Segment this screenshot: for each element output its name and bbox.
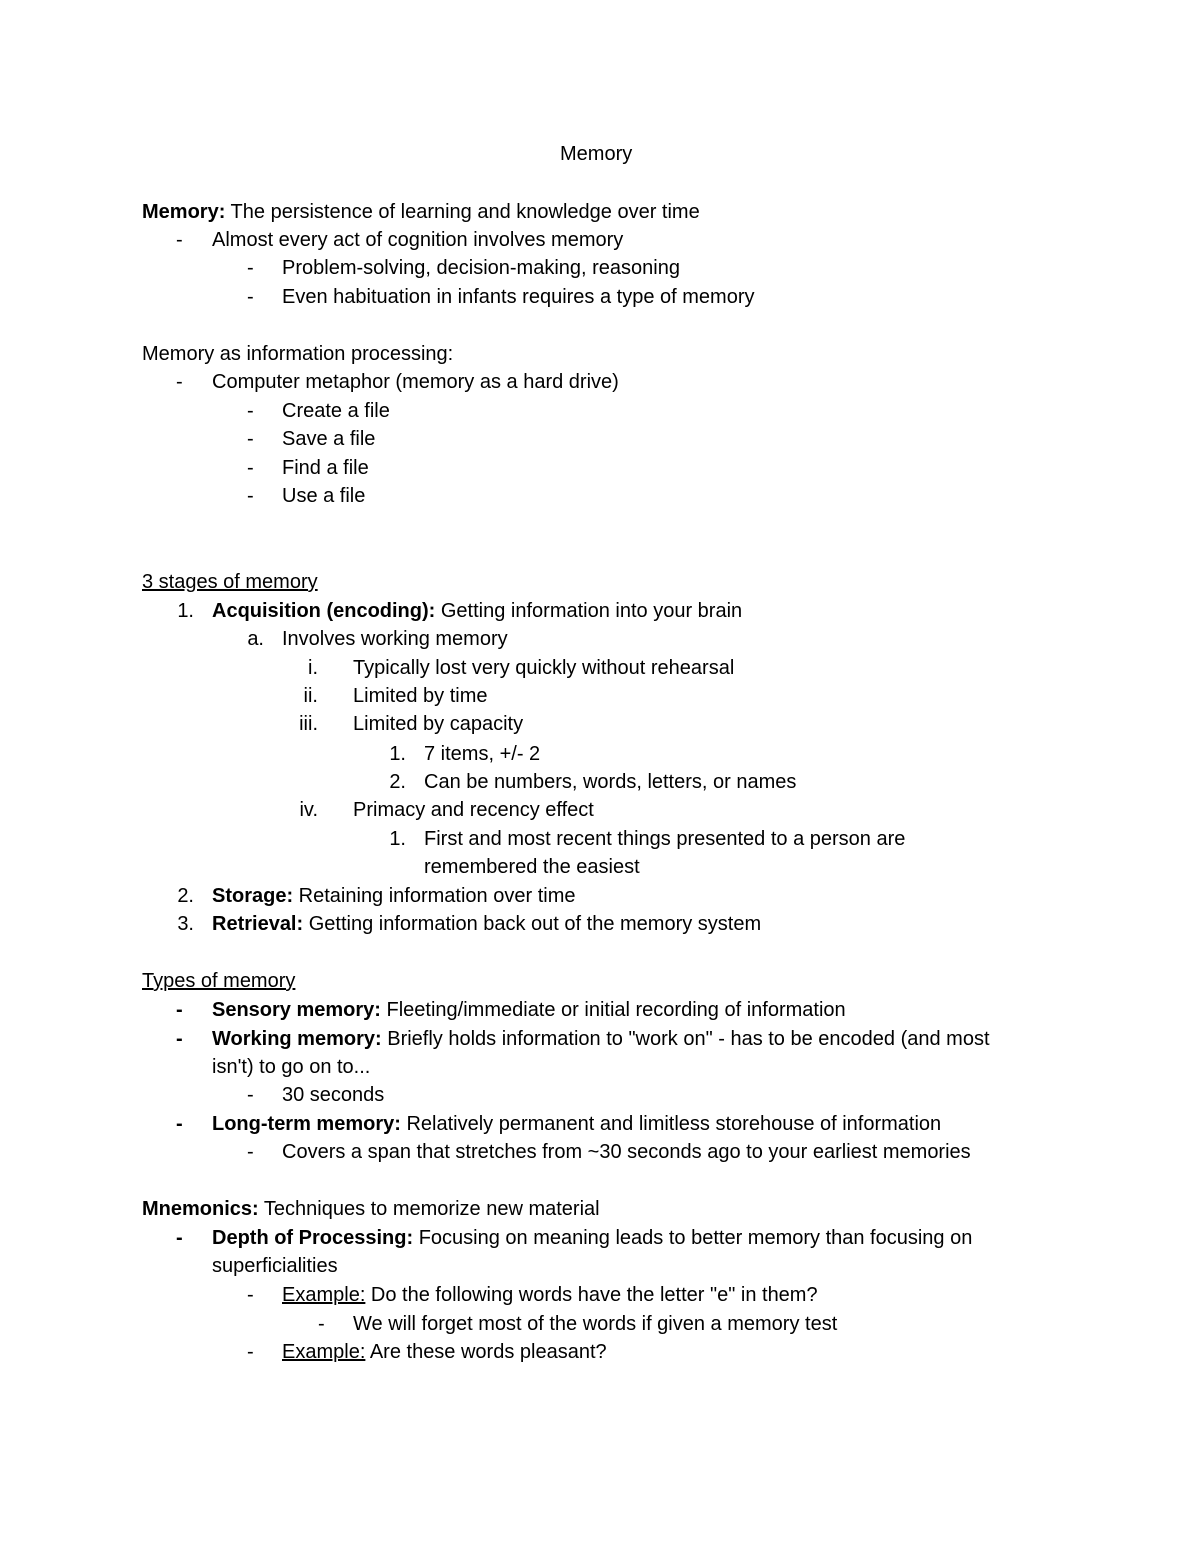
bullet-dash: - — [247, 1341, 254, 1363]
list-item: First and most recent things presented to a person are — [424, 828, 906, 850]
type-term: Sensory memory: — [212, 999, 381, 1021]
list-item-continuation: remembered the easiest — [424, 856, 640, 878]
bullet-dash: - — [176, 371, 183, 393]
page-title: Memory — [560, 143, 633, 165]
bullet-dash: - — [247, 1284, 254, 1306]
depth-of-processing — [212, 1226, 972, 1250]
example-label: Example: — [282, 1284, 366, 1306]
bullet-dash: - — [247, 485, 254, 507]
stage-acquisition — [212, 599, 742, 623]
list-number: 2. — [177, 885, 194, 907]
list-number: 1. — [389, 743, 406, 765]
list-item: 7 items, +/- 2 — [424, 743, 541, 765]
list-item: We will forget most of the words if given a memory test — [353, 1313, 838, 1335]
list-roman: ii. — [303, 685, 318, 707]
bullet-dash: - — [247, 286, 254, 308]
stage-text: Retaining information over time — [293, 885, 576, 907]
list-item: Even habituation in infants requires a type of memory — [282, 286, 755, 308]
memory-term: Memory: — [142, 201, 226, 223]
example-label: Example: — [282, 1341, 366, 1363]
type-working-continuation: isn't) to go on to... — [212, 1056, 371, 1078]
list-item: Involves working memory — [282, 628, 508, 650]
mnemonics-text: Techniques to memorize new material — [258, 1198, 600, 1220]
bullet-dash: - — [176, 999, 183, 1021]
stage-term: Storage: — [212, 885, 294, 907]
type-text: Briefly holds information to "work on" - has to be encoded (and most — [381, 1028, 990, 1050]
list-item: Primacy and recency effect — [353, 799, 594, 821]
stage-text: Getting information back out of the memory system — [303, 913, 762, 935]
type-term: Long-term memory: — [212, 1113, 401, 1135]
stages-heading: 3 stages of memory — [142, 571, 318, 593]
type-working — [212, 1027, 990, 1051]
mnemonics-definition — [142, 1197, 600, 1221]
list-letter: a. — [247, 628, 264, 650]
bullet-dash: - — [247, 428, 254, 450]
type-long-term — [212, 1112, 941, 1136]
list-number: 3. — [177, 913, 194, 935]
list-item: Covers a span that stretches from ~30 seconds ago to your earliest memories — [282, 1141, 971, 1163]
type-text: Relatively permanent and limitless storehouse of information — [400, 1113, 942, 1135]
list-item: Can be numbers, words, letters, or names — [424, 771, 797, 793]
bullet-dash: - — [247, 1141, 254, 1163]
mnemonics-term: Mnemonics: — [142, 1198, 259, 1220]
bullet-dash: - — [176, 1113, 183, 1135]
list-number: 1. — [389, 828, 406, 850]
list-number: 1. — [177, 600, 194, 622]
example-text: Do the following words have the letter "e" in them? — [365, 1284, 818, 1306]
bullet-dash: - — [247, 457, 254, 479]
list-item: Computer metaphor (memory as a hard drive) — [212, 371, 619, 393]
memory-definition-text: The persistence of learning and knowledge over time — [225, 201, 700, 223]
list-item: Use a file — [282, 485, 366, 507]
example-1 — [282, 1283, 818, 1307]
list-number: 2. — [389, 771, 406, 793]
list-item: Almost every act of cognition involves memory — [212, 229, 624, 251]
bullet-dash: - — [318, 1313, 325, 1335]
type-sensory — [212, 998, 846, 1022]
list-item: Find a file — [282, 457, 369, 479]
stage-storage — [212, 884, 575, 908]
stage-text: Getting information into your brain — [435, 600, 743, 622]
bullet-dash: - — [176, 1227, 183, 1249]
list-roman: iv. — [299, 799, 318, 821]
type-text: Fleeting/immediate or initial recording of information — [380, 999, 846, 1021]
list-roman: iii. — [299, 713, 318, 735]
list-item: Typically lost very quickly without rehearsal — [353, 657, 735, 679]
list-item: Limited by time — [353, 685, 488, 707]
stage-term: Acquisition (encoding): — [212, 600, 436, 622]
stage-retrieval — [212, 912, 761, 936]
depth-of-processing-continuation: superficialities — [212, 1255, 338, 1277]
example-2 — [282, 1340, 607, 1364]
types-heading: Types of memory — [142, 970, 296, 992]
stage-term: Retrieval: — [212, 913, 304, 935]
list-item: Limited by capacity — [353, 713, 524, 735]
list-item: Problem-solving, decision-making, reasoning — [282, 257, 680, 279]
list-item: Create a file — [282, 400, 390, 422]
list-item: Save a file — [282, 428, 376, 450]
dop-term: Depth of Processing: — [212, 1227, 414, 1249]
dop-text: Focusing on meaning leads to better memory than focusing on — [413, 1227, 973, 1249]
list-roman: i. — [308, 657, 318, 679]
memory-definition — [142, 200, 700, 224]
bullet-dash: - — [247, 257, 254, 279]
info-processing-heading: Memory as information processing: — [142, 343, 454, 365]
example-text: Are these words pleasant? — [365, 1341, 607, 1363]
bullet-dash: - — [176, 229, 183, 251]
list-item: 30 seconds — [282, 1084, 385, 1106]
type-term: Working memory: — [212, 1028, 382, 1050]
bullet-dash: - — [176, 1028, 183, 1050]
bullet-dash: - — [247, 1084, 254, 1106]
bullet-dash: - — [247, 400, 254, 422]
